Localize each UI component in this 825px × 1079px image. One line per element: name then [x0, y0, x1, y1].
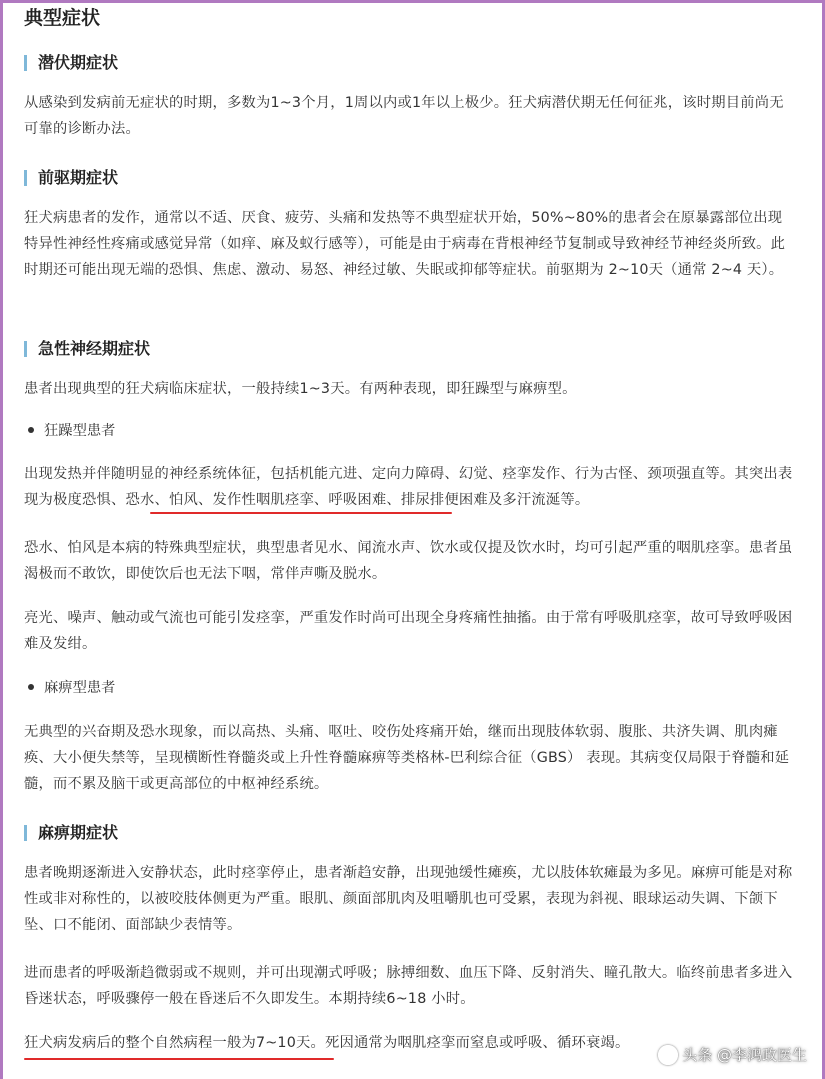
paragraph-paralytic-stage: 患者晚期逐渐进入安静状态，此时痉挛停止，患者渐趋安静，出现弛缓性瘫痪，尤以肢体软瘫最为多见。麻痹可能是对称性或非对称性的，以被咬肢体侧更为严重。眼肌、颜面部肌肉及咀嚼肌也可受累，表现为斜视、眼球运动失调、下颌下坠、口不能闭、面部缺少表情等。 — [24, 865, 793, 933]
bullet-paralytic-type — [28, 677, 115, 699]
bullet-dot-icon — [28, 684, 34, 690]
bullet-dot-icon — [28, 427, 34, 433]
toutiao-logo-icon — [658, 1045, 678, 1065]
watermark-text: 头条 @李鸿政医生 — [682, 1046, 807, 1064]
section-title-prodromal: 前驱期症状 — [24, 167, 118, 189]
paragraph-incubation: 从感染到发病前无症状的时期，多数为1~3个月，1周以内或1年以上极少。狂犬病潜伏期无任何征兆，该时期目前尚无可靠的诊断办法。 — [24, 95, 784, 137]
paragraph-manic-symptoms: 出现发热并伴随明显的神经系统体征，包括机能亢进、定向力障碍、幻觉、痉挛发作、行为古怪、颈项强直等。其突出表现为极度恐惧、恐水、怕风、发作性咽肌痉挛、呼吸困难、排尿排便困难及多汗流涎等。 — [24, 466, 793, 508]
highlight-underline — [150, 512, 452, 514]
section-title-paralytic: 麻痹期症状 — [24, 822, 118, 844]
page-title: 典型症状 — [24, 7, 101, 29]
bullet-manic-label: 狂躁型患者 — [44, 423, 116, 439]
paragraph-prodromal: 狂犬病患者的发作，通常以不适、厌食、疲劳、头痛和发热等不典型症状开始，50%~80%的患者会在原暴露部位出现特异性神经性疼痛或感觉异常（如痒、麻及蚁行感等），可能是由于病毒在背根神经节复制或导致神经节神经炎所致。此时期还可能出现无端的恐惧、焦虑、激动、易怒、神经过敏、失眠或抑郁等症状。前驱期为 2~10天（通常 2~4 天）。 — [24, 210, 786, 278]
highlight-underline-course — [24, 1058, 334, 1060]
paragraph-respiration: 进而患者的呼吸渐趋微弱或不规则，并可出现潮式呼吸；脉搏细数、血压下降、反射消失、瞳孔散大。临终前患者多进入昏迷状态，呼吸骤停一般在昏迷后不久即发生。本期持续6~18 小时。 — [24, 965, 793, 1007]
paragraph-paralytic-type: 无典型的兴奋期及恐水现象，而以高热、头痛、呕吐、咬伤处疼痛开始，继而出现肢体软弱、腹胀、共济失调、肌肉瘫痪、大小便失禁等，呈现横断性脊髓炎或上升性脊髓麻痹等类格林-巴利综合征（GBS） 表现。其病变仅局限于脊髓和延髓，而不累及脑干或更高部位的中枢神经系统。 — [24, 724, 790, 792]
watermark — [658, 1044, 807, 1065]
bullet-manic-type — [28, 420, 115, 442]
paragraph-spasm: 亮光、噪声、触动或气流也可能引发痉挛，严重发作时尚可出现全身疼痛性抽搐。由于常有呼吸肌痉挛，故可导致呼吸困难及发绀。 — [24, 610, 793, 652]
paragraph-acute-intro: 患者出现典型的狂犬病临床症状，一般持续1~3天。有两种表现，即狂躁型与麻痹型。 — [24, 381, 577, 397]
section-title-acute: 急性神经期症状 — [24, 338, 150, 360]
section-title-incubation: 潜伏期症状 — [24, 52, 118, 74]
paragraph-hydrophobia: 恐水、怕风是本病的特殊典型症状，典型患者见水、闻流水声、饮水或仅提及饮水时，均可引起严重的咽肌痉挛。患者虽渴极而不敢饮，即使饮后也无法下咽，常伴声嘶及脱水。 — [24, 540, 793, 582]
bullet-paralytic-label: 麻痹型患者 — [44, 680, 116, 696]
paragraph-course: 狂犬病发病后的整个自然病程一般为7~10天。死因通常为咽肌痉挛而窒息或呼吸、循环衰竭。 — [24, 1035, 630, 1051]
